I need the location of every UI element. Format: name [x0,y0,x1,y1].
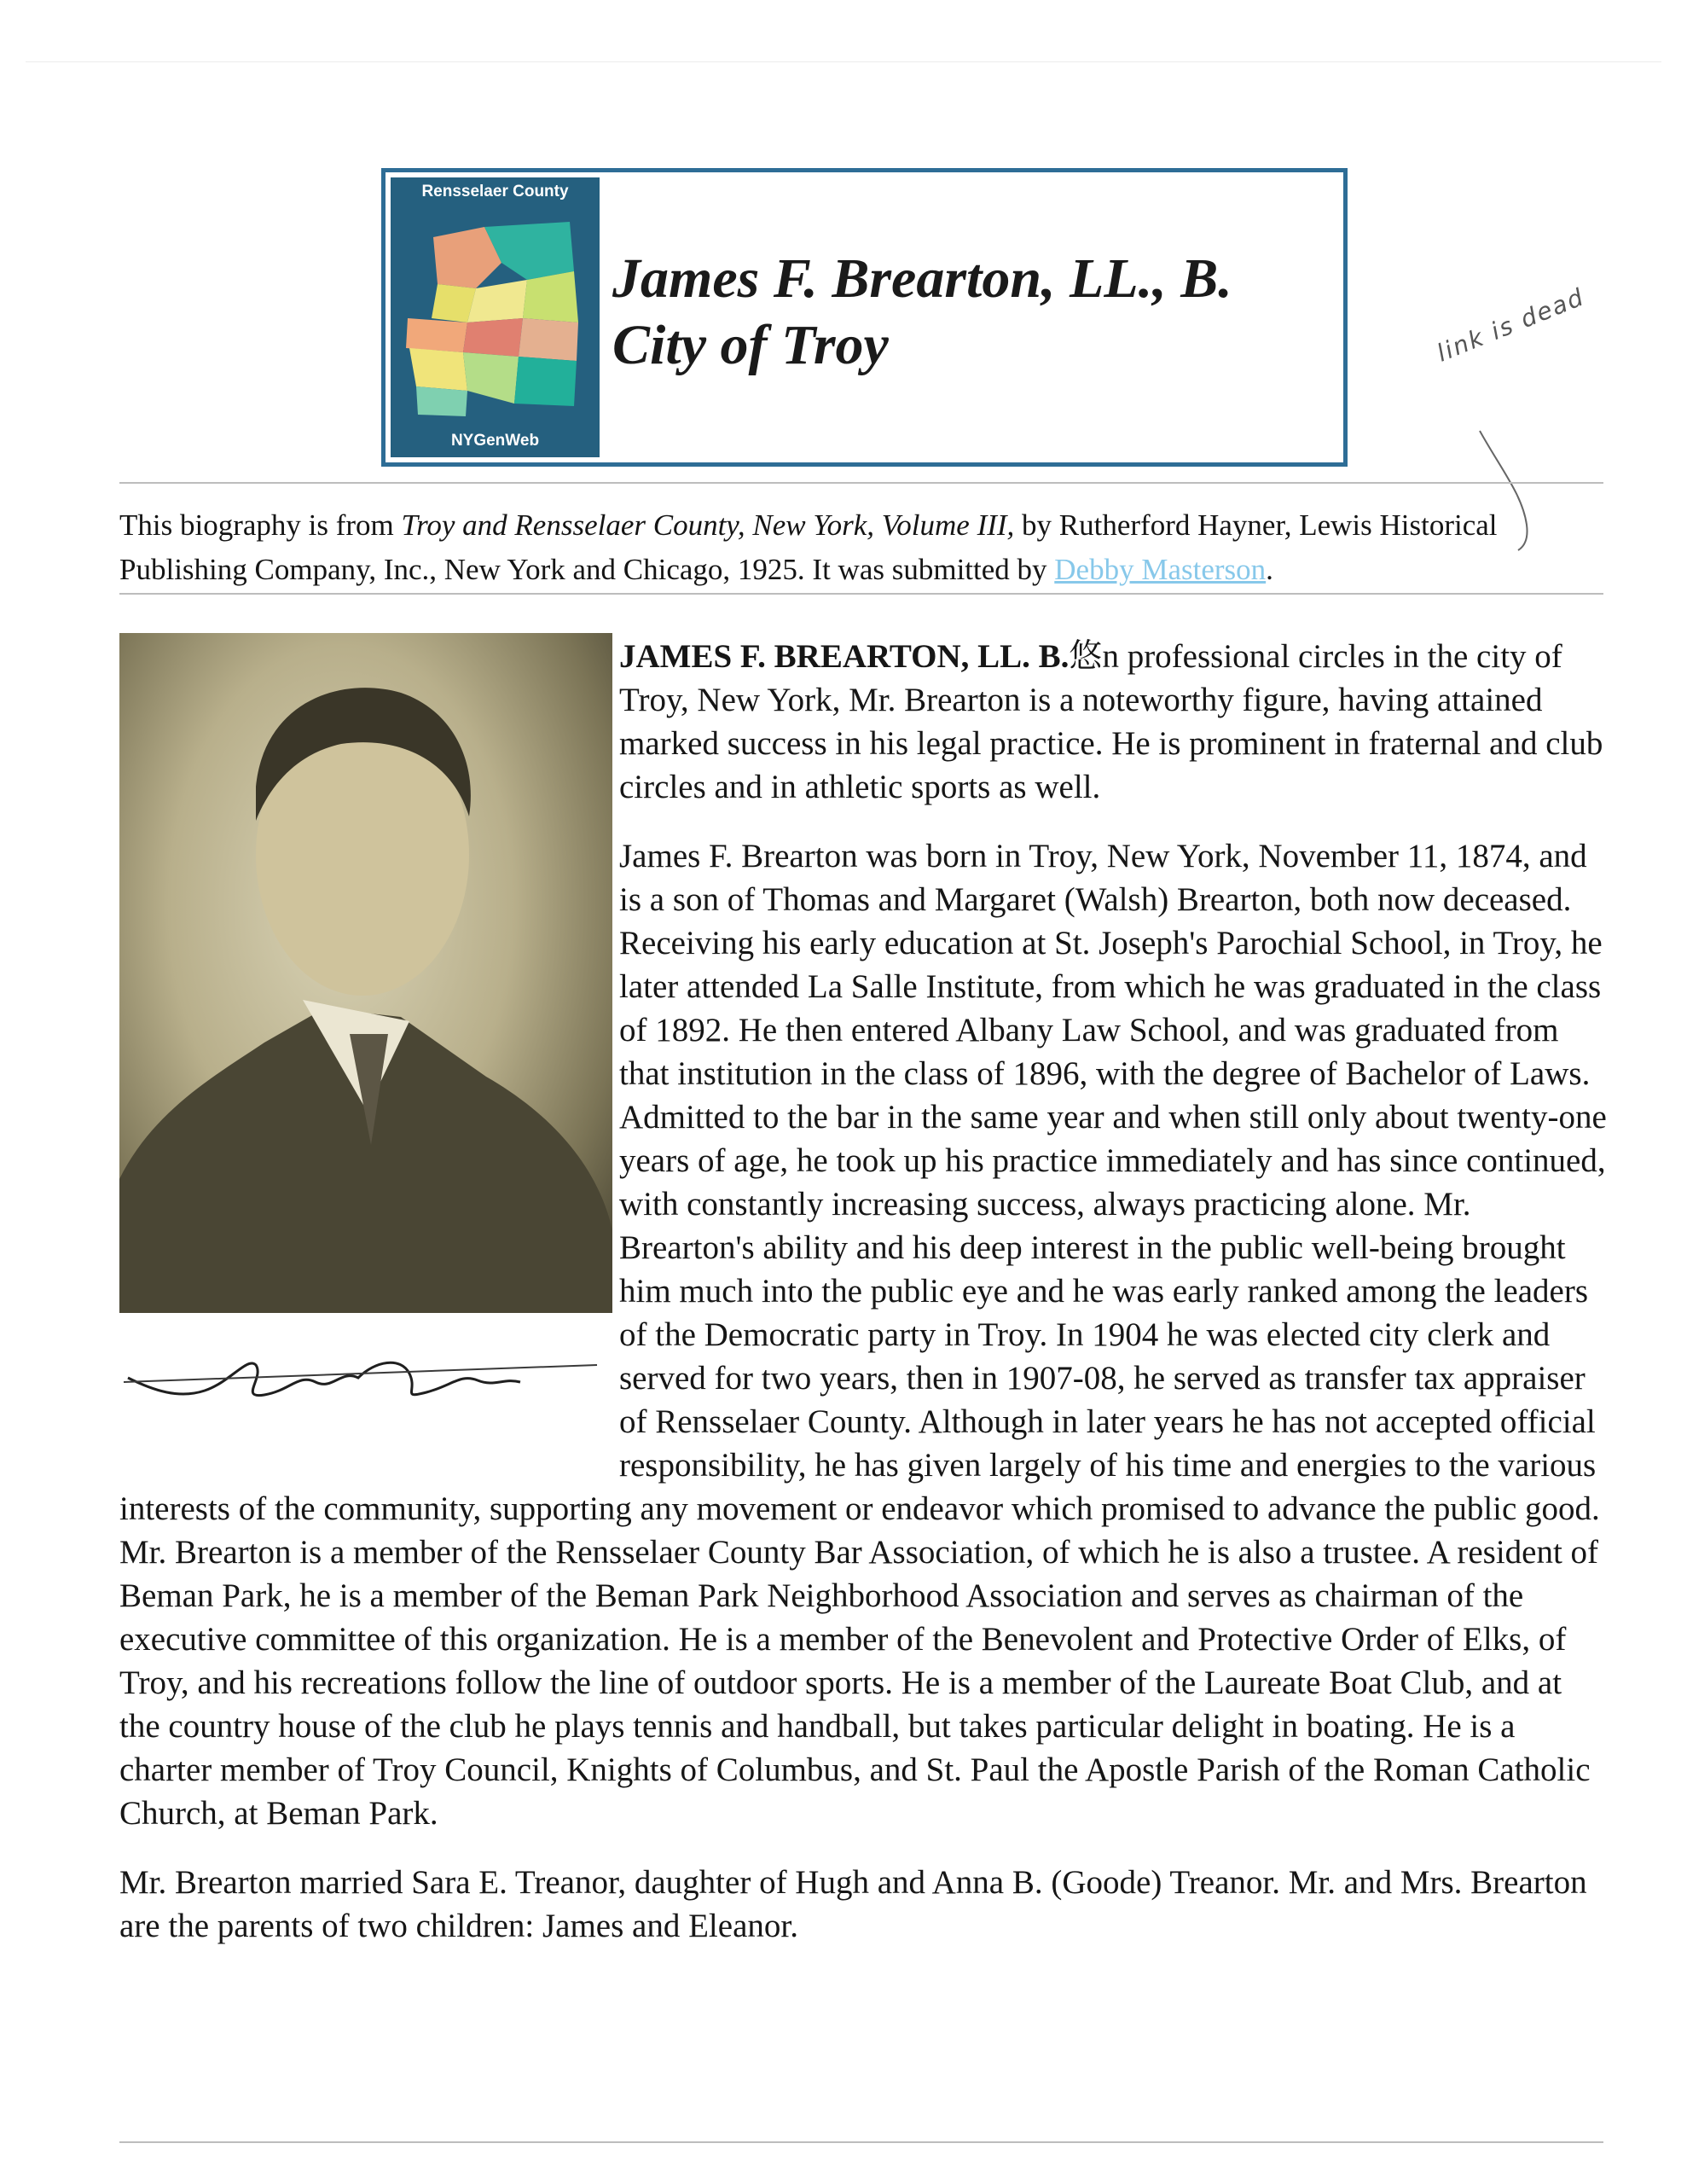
biography-paragraph-2: James F. Brearton was born in Troy, New York, November 11, 1874, and is a son of Thomas and Margaret (Walsh) Brearton, both now deceased. Receiving his early education at St. Joseph's Parochial School, in Troy, he later attended La Salle Institute, from which he was graduated in the class of 1892. He then entered Albany Law School, and was graduated from that institution in the class of 1896, with the degree of Bachelor of Laws. Admitted to the bar in the same year and when still only about twenty-one years of age, he took up his practice immediately and has since continued, with constantly increasing success, always practicing alone. Mr. Brearton's ability and his deep interest in the public well-being brought him much into the public eye and he was early ranked among the leaders of the Democratic party in Troy. In 1904 he was elected city clerk and served for two years, then in 1907-08, he served as transfer tax appraiser of Rensselaer County. Although in later years he has not accepted official responsibility, he has given largely of his time and energies to the various interests of the community, supporting any movement or endeavor which promised to advance the public good. Mr. Brearton is a member of the Rensselaer County Bar Association, of which he is also a trustee. A resident of Beman Park, he is a member of the Beman Park Neighborhood Association and serves as chairman of the executive committee of this organization. He is a member of the Benevolent and Protective Order of Elks, of Troy, and his recreations follow the line of outdoor sports. He is a member of the Laureate Boat Club, and at the country house of the club he plays tennis and handball, but takes particular delight in boating. He is a charter member of Troy Council, Knights of Columbus, and St. Paul the Apostle Parish of the Roman Catholic Church, at Beman Park. [119,838,1607,1832]
citation-text: This biography is from [119,508,402,542]
handwritten-note: link is dead [1433,282,1589,368]
biography-paragraph-1-text: n professional circles in the city of Troy, New York, Mr. Brearton is a noteworthy figure, having attained marked success in his legal practice. He is prominent in fraternal and club circles and in athletic sports as well. [619,638,1603,805]
logo-org-label: NYGenWeb [450,432,540,450]
county-map-icon [399,212,591,425]
title-name: James F. Brearton, LL., B. [612,247,1232,310]
biography-lead-name: JAMES F. BREARTON, LL. B. [619,638,1070,675]
stray-glyph: 悠 [1069,638,1103,675]
source-citation [119,503,1620,592]
submitter-link[interactable]: Debby Masterson [1054,553,1267,586]
page-title [612,246,1346,379]
citation-end: . [1266,553,1273,586]
biography-body [119,635,1608,1973]
divider-bottom [119,2141,1603,2143]
biography-paragraph-3: Mr. Brearton married Sara E. Treanor, daughter of Hugh and Anna B. (Goode) Treanor. Mr. and Mrs. Brearton are the parents of two children: James and Eleanor. [119,1864,1587,1944]
title-place: City of Troy [612,314,889,376]
divider-middle [119,593,1603,595]
citation-book-title: Troy and Rensselaer County, New York, Volume III, [401,508,1015,542]
divider-top [119,482,1603,484]
citation-text-2: by Rutherford Hayner, Lewis Historical Publishing Company, Inc., New York and Chicago, 1925. It was submitted by [119,508,1498,586]
county-logo [391,177,600,457]
logo-county-label: Rensselaer County [421,183,569,200]
scan-edge-line [26,61,1661,62]
